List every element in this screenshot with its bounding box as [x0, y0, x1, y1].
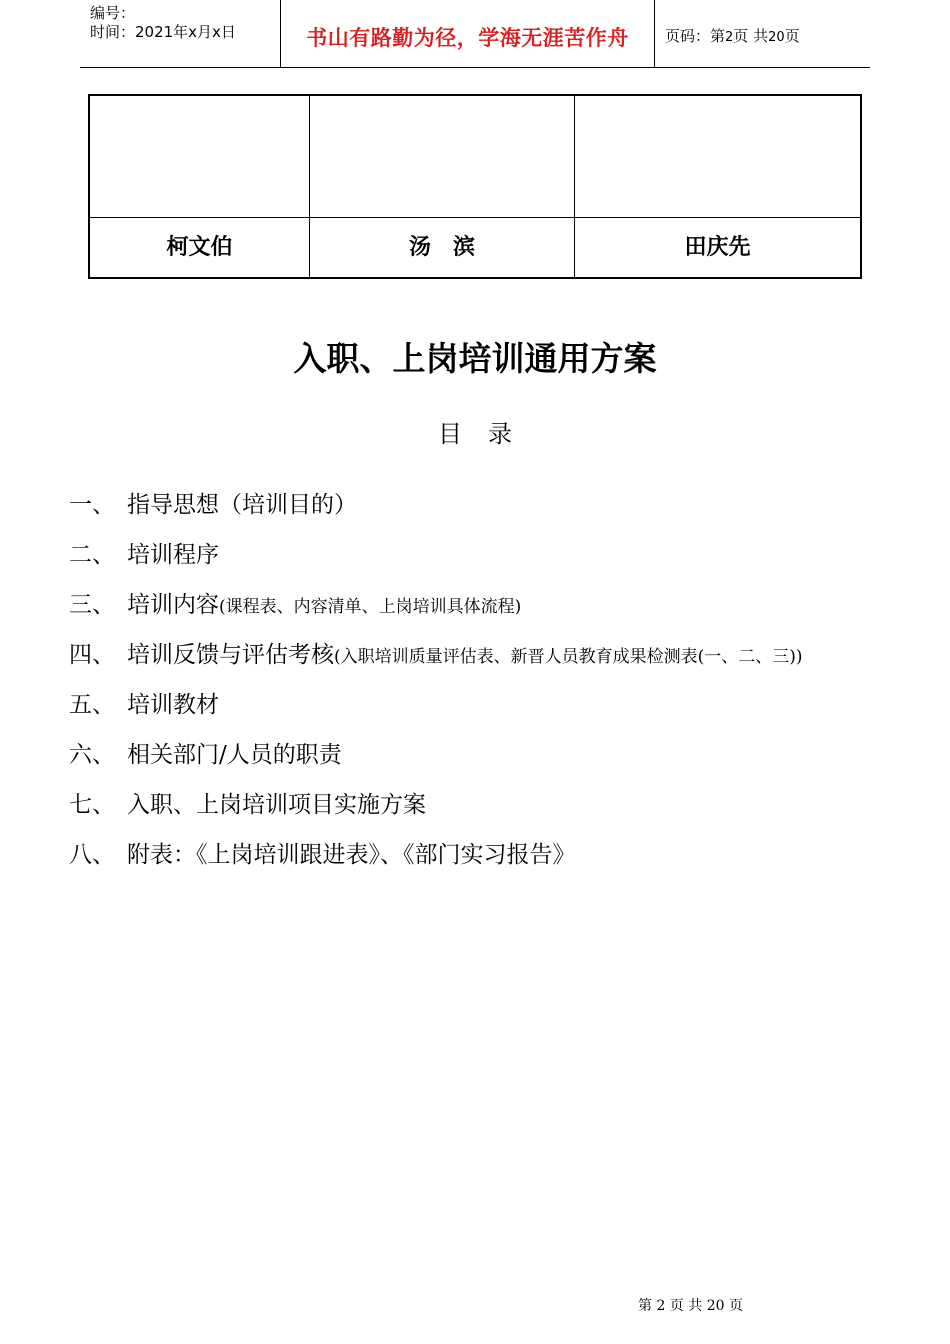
page-current: 2 [725, 30, 734, 45]
toc-heading: 目录 [438, 420, 538, 448]
page-footer: 第 2 页 共 20 页 [638, 1298, 743, 1314]
number-label: 编号： [90, 4, 136, 22]
page-total: 20 [768, 30, 785, 45]
toc-item-number: 一、 [69, 492, 115, 518]
toc-item-title: 培训教材 [127, 692, 219, 718]
header-page-info [655, 0, 870, 68]
toc-item-note: (课程表、内容清单、上岗培训具体流程) [219, 597, 522, 617]
header-motto-cell [281, 0, 655, 68]
header-meta [80, 0, 281, 68]
toc-item-title: 培训内容 [127, 592, 219, 618]
header-motto: 书山有路勤为径，学海无涯苦作舟 [306, 26, 629, 50]
page-middle: 页 共 [733, 27, 769, 45]
toc-item-title: 培训程序 [127, 542, 219, 568]
document-title: 入职、上岗培训通用方案 [293, 339, 657, 378]
toc-item-text [127, 837, 576, 875]
toc-item-number: 七、 [69, 792, 115, 818]
signature-name-2: 汤 滨 [408, 235, 475, 260]
page-header [80, 0, 870, 68]
toc-item-title: 入职、上岗培训项目实施方案 [127, 792, 426, 818]
toc-item-title: 附表：《上岗培训跟进表》、《部门实习报告》 [127, 842, 576, 868]
toc-item-text [127, 487, 357, 525]
toc-item-title: 相关部门/人员的职责 [127, 742, 342, 768]
toc-item-number: 三、 [69, 592, 115, 618]
toc-item-text [127, 637, 803, 675]
header-page-number [665, 25, 800, 46]
signature-name-1: 柯文伯 [166, 235, 233, 260]
signature-table [88, 94, 862, 279]
page-prefix: 页码：第 [665, 27, 726, 45]
toc-item-text [127, 537, 219, 575]
toc-item-note: (入职培训质量评估表、新晋人员教育成果检测表(一、二、三)) [334, 647, 803, 667]
toc-item-text [127, 787, 426, 825]
toc-item-text [127, 587, 521, 625]
toc-item-text [127, 687, 219, 725]
page-suffix: 页 [784, 27, 800, 45]
toc-item-number: 五、 [69, 692, 115, 718]
toc-item-text [127, 737, 342, 775]
toc-item-number: 二、 [69, 542, 115, 568]
toc-item-number: 四、 [69, 642, 115, 668]
toc-item-number: 八、 [69, 842, 115, 868]
toc-item-title: 培训反馈与评估考核 [127, 642, 334, 668]
toc-item-title: 指导思想（培训目的） [127, 492, 357, 518]
toc-item-number: 六、 [69, 742, 115, 768]
time-label: 时间：2021年x月x日 [90, 23, 236, 41]
signature-name-3: 田庆先 [684, 235, 751, 260]
